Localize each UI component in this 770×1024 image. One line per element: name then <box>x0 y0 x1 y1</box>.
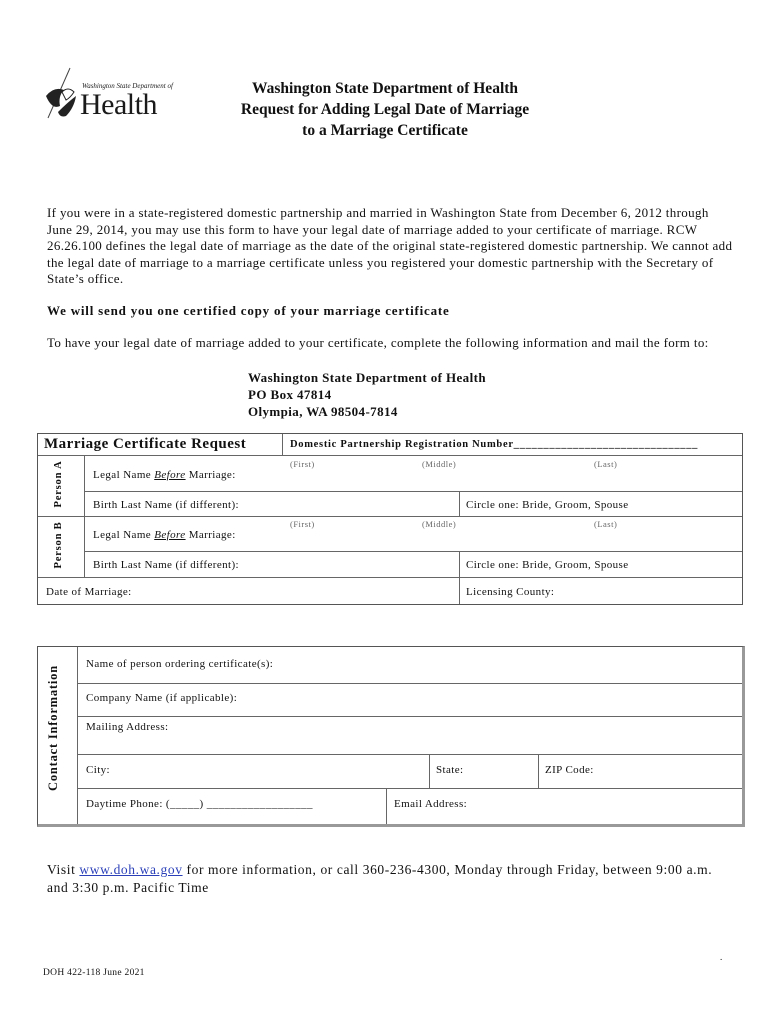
visit-info: Visit www.doh.wa.gov for more information, or call 360-236-4300, Monday through Friday, between 9:00 a.m. and 3:30 p.m. Pacific Time <box>47 862 713 895</box>
dpr-number-field[interactable]: Domestic Partnership Registration Number_______________________________ <box>290 439 699 450</box>
person-a-circle-one[interactable]: Circle one: Bride, Groom, Spouse <box>466 499 629 511</box>
licensing-county-field[interactable]: Licensing County: <box>466 586 555 598</box>
name-ordering-field[interactable]: Name of person ordering certificate(s): <box>86 658 274 670</box>
contact-information-table <box>37 646 745 827</box>
form-number: DOH 422-118 June 2021 <box>43 968 145 978</box>
city-field[interactable]: City: <box>86 764 111 776</box>
person-a-legal-name-field[interactable]: Legal Name Before Marriage: <box>93 469 236 481</box>
certified-copy-notice: We will send you one certified copy of your marriage certificate <box>47 303 450 318</box>
doh-logo <box>40 66 173 126</box>
person-b-legal-name-field[interactable]: Legal Name Before Marriage: <box>93 529 236 541</box>
date-of-marriage-field[interactable]: Date of Marriage: <box>46 586 132 598</box>
middle-hint: (Middle) <box>422 459 457 469</box>
address-line-2: PO Box 47814 <box>248 387 332 402</box>
mailing-address-field[interactable]: Mailing Address: <box>86 721 169 733</box>
intro-paragraph: If you were in a state-registered domestic partnership and married in Washington State from December 6, 2012 through June 29, 2014, you may use this form to have your legal date of marriage added to your certificate of marriage. RCW 26.26.100 defines the legal date of marriage as the date of the original state-registered domestic partnership. We cannot add the legal date of marriage to a marriage certificate unless you registered your domestic partnership with the Secretary of State’s office. <box>47 205 733 286</box>
state-field[interactable]: State: <box>436 764 464 776</box>
address-line-3: Olympia, WA 98504-7814 <box>248 404 398 419</box>
zip-code-field[interactable]: ZIP Code: <box>545 764 594 776</box>
person-b-birth-last-name-field[interactable]: Birth Last Name (if different): <box>93 559 239 571</box>
marriage-request-table <box>37 433 743 605</box>
first-hint: (First) <box>290 459 315 469</box>
doh-website-link[interactable]: www.doh.wa.gov <box>79 862 183 877</box>
daytime-phone-field[interactable]: Daytime Phone: (_____) __________________ <box>86 798 313 810</box>
person-b-circle-one[interactable]: Circle one: Bride, Groom, Spouse <box>466 559 629 571</box>
person-b-label: Person B <box>53 521 64 569</box>
logo-dept-text: Washington State Department of <box>82 82 173 90</box>
email-address-field[interactable]: Email Address: <box>394 798 468 810</box>
last-hint: (Last) <box>594 519 618 529</box>
address-line-1: Washington State Department of Health <box>248 370 486 385</box>
middle-hint: (Middle) <box>422 519 457 529</box>
mail-instructions: To have your legal date of marriage added to your certificate, complete the following information and mail the form to: <box>47 335 709 350</box>
header-title: Request for Adding Legal Date of Marriage <box>240 101 530 118</box>
mailing-address <box>248 369 486 420</box>
request-title: Marriage Certificate Request <box>44 436 247 452</box>
contact-info-label: Contact Information <box>46 665 60 791</box>
person-a-birth-last-name-field[interactable]: Birth Last Name (if different): <box>93 499 239 511</box>
logo-health-text: Health <box>80 88 157 121</box>
last-hint: (Last) <box>594 459 618 469</box>
header-subtitle: to a Marriage Certificate <box>302 122 468 139</box>
page-dot: . <box>720 952 723 962</box>
company-name-field[interactable]: Company Name (if applicable): <box>86 692 238 704</box>
header-agency: Washington State Department of Health <box>251 80 519 97</box>
form-header <box>180 78 590 141</box>
first-hint: (First) <box>290 519 315 529</box>
person-a-label: Person A <box>53 460 64 508</box>
